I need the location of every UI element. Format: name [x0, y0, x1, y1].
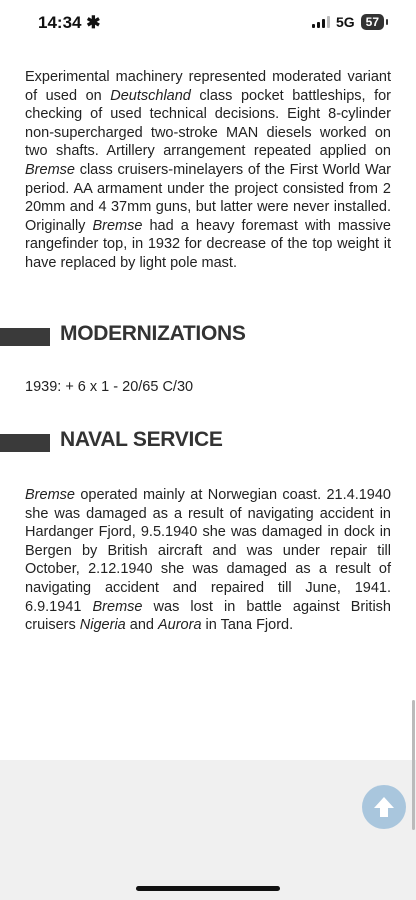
ship-name: Bremse [25, 487, 75, 503]
text-segment: Experimental machinery represented moderated variant of used on [25, 69, 391, 104]
modernizations-text: 1939: + 6 x 1 - 20/65 C/30 [25, 379, 194, 395]
status-time: 14:34 ✱ [38, 13, 101, 32]
modernizations-heading [0, 322, 416, 352]
ship-name: Bremse [92, 598, 143, 615]
heading-bar [0, 434, 50, 452]
ship-name: Bremse [25, 161, 75, 178]
text-segment: was lost in battle against British cruisers [25, 598, 391, 634]
arrow-up-icon [370, 793, 398, 821]
network-label: 5G [335, 14, 355, 30]
text-segment: and [125, 617, 158, 634]
home-indicator[interactable] [136, 886, 280, 891]
page-footer [0, 760, 416, 900]
text-segment: had a heavy foremast with massive rangefinder top, in 1932 for decrease of the top weight it have replaced by light pole mast. [25, 217, 391, 271]
ship-name: Bremse [92, 217, 143, 234]
signal-icon [312, 16, 330, 28]
scroll-to-top-button[interactable] [362, 785, 406, 829]
ship-name: Nigeria [79, 617, 126, 634]
naval-service-heading [0, 428, 416, 458]
status-indicators [312, 14, 384, 30]
description-paragraph [25, 68, 391, 273]
section-title: MODERNIZATIONS [60, 322, 246, 345]
naval-service-paragraph [25, 486, 391, 635]
text-segment: in Tana Fjord. [201, 617, 294, 634]
scrollbar[interactable] [412, 700, 415, 830]
text-segment: operated mainly at Norwegian coast. 21.4.1940 she was damaged as a result of navigating accident in Hardanger Fjord, 9.5.1940 she was damaged in dock in Bergen by British aircraft and was under repair till October, 2.12.1940 she was damaged as a result of navigating accident and repaired till June, 1941. 6.9.1941 [25, 487, 391, 615]
text-segment: class cruisers-minelayers of the First World War period. AA armament under the project consisted from 2 20mm and 4 37mm guns, but latter were never installed. Originally [25, 161, 391, 234]
text-segment: class pocket battleships, for checking of used technical decisions. Eight 8-cylinder non-supercharged two-stroke MAN diesels worked on two shafts. Artillery arrangement repeated applied on [25, 87, 391, 160]
ship-name: Deutschland [110, 87, 191, 104]
battery-icon: 57 [361, 14, 384, 30]
heading-bar [0, 328, 50, 346]
status-bar [0, 0, 416, 48]
ship-name: Aurora [157, 617, 202, 634]
section-title: NAVAL SERVICE [60, 428, 223, 451]
